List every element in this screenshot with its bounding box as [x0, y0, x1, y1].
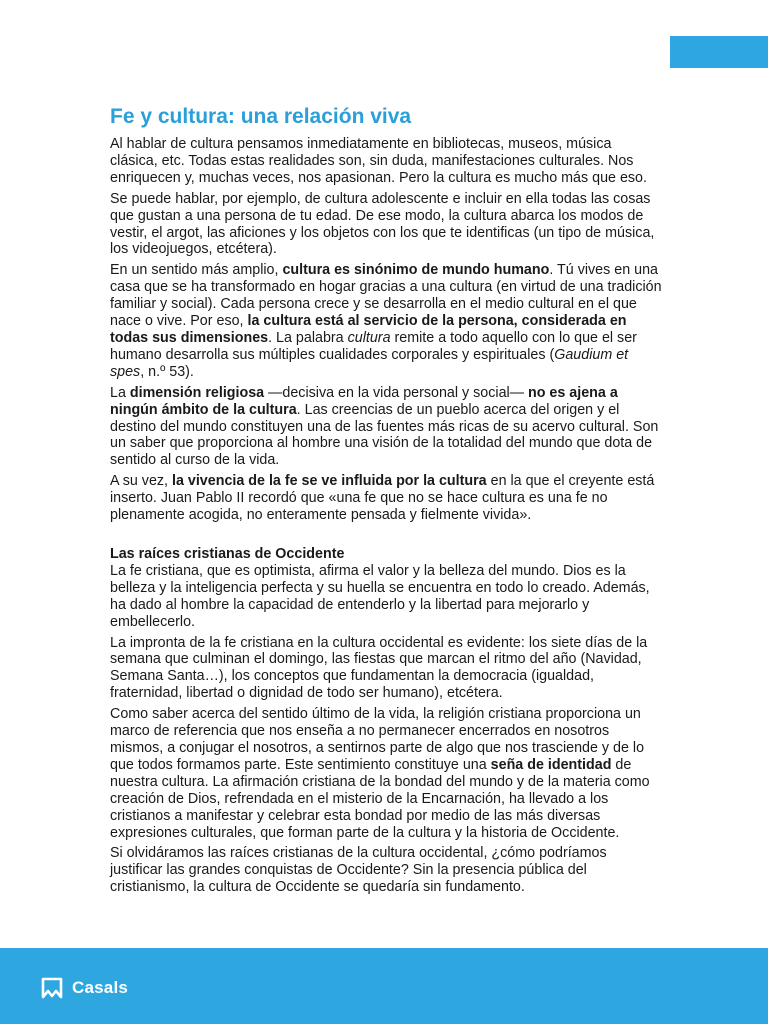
casals-logo-icon: [40, 976, 64, 1000]
brand-logo: [40, 976, 128, 1000]
paragraph: Si olvidáramos las raíces cristianas de la cultura occidental, ¿cómo podríamos justificar las grandes conquistas de Occidente? Sin la presencia pública del cristianismo, la cultura de Occidente se quedaría sin fundamento.: [110, 845, 607, 896]
section-heading: Las raíces cristianas de Occidente: [110, 545, 345, 562]
corner-tab: [670, 36, 768, 68]
paragraph: Se puede hablar, por ejemplo, de cultura adolescente e incluir en ella todas las cosas que gustan a una persona de tu edad. De ese modo, la cultura abarca los modos de vestir, el argot, las aficiones y los objetos con los que te identificas (un tipo de música, los videojuegos, etcétera).: [110, 190, 655, 258]
page-content: [110, 104, 662, 900]
paragraph: La dimensión religiosa —decisiva en la vida personal y social— no es ajena a ningún ámbito de la cultura. Las creencias de un pueblo acerca del origen y el destino del mundo constituyen una de las fuentes más ricas de su acervo cultural. Son un saber que proporciona al hombre una visión de la totalidad del mundo que dota de sentido al curso de la vida.: [110, 384, 659, 469]
paragraph: La impronta de la fe cristiana en la cultura occidental es evidente: los siete días de la semana que culminan el domingo, las fiestas que marcan el ritmo del año (Navidad, Semana Santa…), los conceptos que fundamentan la democracia (igualdad, fraternidad, libertad o dignidad de todo ser humano), etcétera.: [110, 634, 648, 702]
paragraph: En un sentido más amplio, cultura es sinónimo de mundo humano. Tú vives en una casa que se ha transformado en hogar gracias a una cultura (en virtud de una tradición familiar y social). Cada persona crece y se desarrolla en el medio cultural en el que nace o vive. Por eso, la cultura está al servicio de la persona, considerada en todas sus dimensiones. La palabra cultura remite a todo aquello con lo que el ser humano desarrolla sus múltiples cualidades corporales y espirituales (Gaudium et spes, n.º 53).: [110, 262, 662, 380]
paragraph: Al hablar de cultura pensamos inmediatamente en bibliotecas, museos, música clásica, etc. Todas estas realidades son, sin duda, manifestaciones culturales. Nos enriquecen y, muchas veces, nos apasionan. Pero la cultura es mucho más que eso.: [110, 136, 647, 186]
footer-bar: [0, 948, 768, 1024]
paragraph: A su vez, la vivencia de la fe se ve influida por la cultura en la que el creyente está inserto. Juan Pablo II recordó que «una fe que no se hace cultura es una fe no plenamente acogida, no enteramente pensada y fielmente vivida».: [110, 473, 655, 524]
paragraph: La fe cristiana, que es optimista, afirma el valor y la belleza del mundo. Dios es la belleza y la inteligencia perfecta y su huella se encuentra en todo lo creado. Además, ha dado al hombre la capacidad de entenderlo y la libertad para mejorarlo y embellecerlo.: [110, 562, 650, 630]
page-title: Fe y cultura: una relación viva: [110, 105, 412, 128]
paragraph: Como saber acerca del sentido último de la vida, la religión cristiana proporciona un marco de referencia que nos enseña a no permanecer encerrados en nosotros mismos, a conjugar el nosotros, a sentirnos parte de algo que nos trasciende y de lo que todos formamos parte. Este sentimiento constituye una seña de identidad de nuestra cultura. La afirmación cristiana de la bondad del mundo y de la materia como creación de Dios, refrendada en el misterio de la Encarnación, ha llevado a los cristianos a manifestar y celebrar esta bondad por medio de las más diversas expresiones culturales, que forman parte de la cultura y la historia de Occidente.: [110, 706, 650, 841]
brand-name: Casals: [72, 978, 129, 997]
